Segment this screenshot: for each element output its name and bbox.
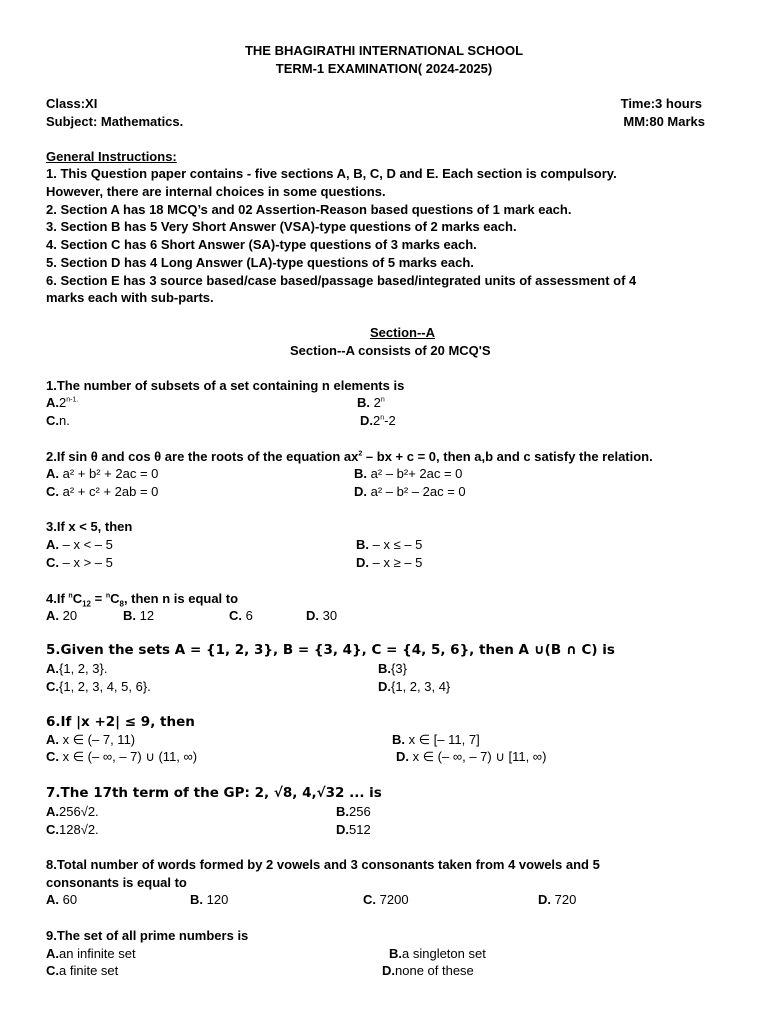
question-6-text: 6.If |x +2| ≤ 9, then bbox=[46, 714, 195, 730]
q6-option-a: A. x ∈ (– 7, 11) bbox=[46, 732, 136, 747]
q3-option-c: C. – x > – 5 bbox=[46, 555, 113, 570]
q8-option-a: A. 60 bbox=[46, 892, 78, 907]
q4-option-a: A. 20 bbox=[46, 608, 78, 623]
q5-option-b: B.{3} bbox=[378, 661, 407, 676]
instruction-line: marks each with sub-parts. bbox=[46, 290, 214, 305]
q9-option-d: D.none of these bbox=[382, 963, 474, 978]
q4-option-d: D. 30 bbox=[306, 608, 338, 623]
exam-title: TERM-1 EXAMINATION( 2024-2025) bbox=[275, 61, 493, 76]
q2-option-a: A. a² + b² + 2ac = 0 bbox=[46, 466, 159, 481]
q6-option-d: D. x ∈ (– ∞, – 7) ∪ [11, ∞) bbox=[396, 749, 547, 764]
instruction-line: 1. This Question paper contains - five sections A, B, C, D and E. Each section is compulsory. bbox=[46, 166, 617, 181]
subject-label: Subject: Mathematics. bbox=[46, 114, 184, 129]
question-8-text-cont: consonants is equal to bbox=[46, 875, 187, 890]
max-marks-label: MM:80 Marks bbox=[623, 114, 705, 129]
q2-option-b: B. a² – b²+ 2ac = 0 bbox=[354, 466, 463, 481]
q3-option-b: B. – x ≤ – 5 bbox=[356, 537, 423, 552]
q2-option-d: D. a² – b² – 2ac = 0 bbox=[354, 484, 466, 499]
instruction-line: 6. Section E has 3 source based/case based/passage based/integrated units of assessment of 4 bbox=[46, 273, 637, 288]
q7-option-a: A.256√2. bbox=[46, 804, 99, 819]
school-name: THE BHAGIRATHI INTERNATIONAL SCHOOL bbox=[244, 43, 524, 58]
q5-option-a: A.{1, 2, 3}. bbox=[46, 661, 108, 676]
question-8-text: 8.Total number of words formed by 2 vowels and 3 consonants taken from 4 vowels and 5 bbox=[46, 857, 600, 872]
q4-option-b: B. 12 bbox=[123, 608, 155, 623]
question-1-text: 1.The number of subsets of a set containing n elements is bbox=[46, 378, 405, 393]
instruction-line: 3. Section B has 5 Very Short Answer (VSA)-type questions of 2 marks each. bbox=[46, 219, 517, 234]
question-5-text: 5.Given the sets A = {1, 2, 3}, B = {3, 4}, C = {4, 5, 6}, then A ∪(B ∩ C) is bbox=[46, 642, 615, 658]
q3-option-d: D. – x ≥ – 5 bbox=[356, 555, 423, 570]
instruction-line: 2. Section A has 18 MCQ’s and 02 Assertion-Reason based questions of 1 mark each. bbox=[46, 202, 572, 217]
q1-option-a: $A.2^{n-1.}$ bbox=[46, 395, 79, 410]
q7-option-d: D.512 bbox=[336, 822, 371, 837]
question-4-text: 4.If $^nC_{12} = ^nC_8$, then n is equal to bbox=[46, 591, 239, 609]
q1-option-c: C.n. bbox=[46, 413, 70, 428]
instruction-line: However, there are internal choices in some questions. bbox=[46, 184, 386, 199]
q1-option-d: D.2$^n$-2 bbox=[360, 413, 396, 428]
section-subtitle: Section--A consists of 20 MCQ'S bbox=[290, 343, 491, 358]
section-title: Section--A bbox=[370, 325, 435, 340]
question-3-text: 3.If x < 5, then bbox=[46, 519, 133, 534]
q4-option-c: C. 6 bbox=[229, 608, 253, 623]
instructions-title: General Instructions: bbox=[46, 149, 177, 164]
q6-option-b: B. x ∈ [– 11, 7] bbox=[392, 732, 480, 747]
q8-option-d: D. 720 bbox=[538, 892, 577, 907]
q5-option-d: D.{1, 2, 3, 4} bbox=[378, 679, 451, 694]
question-7-text: 7.The 17th term of the GP: 2, √8, 4,√32 ... is bbox=[46, 785, 382, 801]
q9-option-b: B.a singleton set bbox=[389, 946, 486, 961]
q7-option-b: B.256 bbox=[336, 804, 371, 819]
instruction-line: 5. Section D has 4 Long Answer (LA)-type questions of 5 marks each. bbox=[46, 255, 474, 270]
q7-option-c: C.128√2. bbox=[46, 822, 99, 837]
time-label: Time:3 hours bbox=[620, 96, 702, 111]
q5-option-c: C.{1, 2, 3, 4, 5, 6}. bbox=[46, 679, 151, 694]
question-2-text: 2.If sin θ and cos θ are the roots of the equation $ax^2$ – bx + c = 0, then a,b and c satisfy the relation. bbox=[46, 449, 653, 464]
q8-option-c: C. 7200 bbox=[363, 892, 409, 907]
q8-option-b: B. 120 bbox=[190, 892, 229, 907]
q9-option-c: C.a finite set bbox=[46, 963, 119, 978]
instruction-line: 4. Section C has 6 Short Answer (SA)-type questions of 3 marks each. bbox=[46, 237, 477, 252]
q1-option-b: B. 2$^n$ bbox=[357, 395, 385, 410]
q2-option-c: C. a² + c² + 2ab = 0 bbox=[46, 484, 159, 499]
q3-option-a: A. – x < – 5 bbox=[46, 537, 113, 552]
q9-option-a: A.an infinite set bbox=[46, 946, 136, 961]
class-label: Class:XI bbox=[46, 96, 98, 111]
question-9-text: 9.The set of all prime numbers is bbox=[46, 928, 249, 943]
q6-option-c: C. x ∈ (– ∞, – 7) ∪ (11, ∞) bbox=[46, 749, 198, 764]
